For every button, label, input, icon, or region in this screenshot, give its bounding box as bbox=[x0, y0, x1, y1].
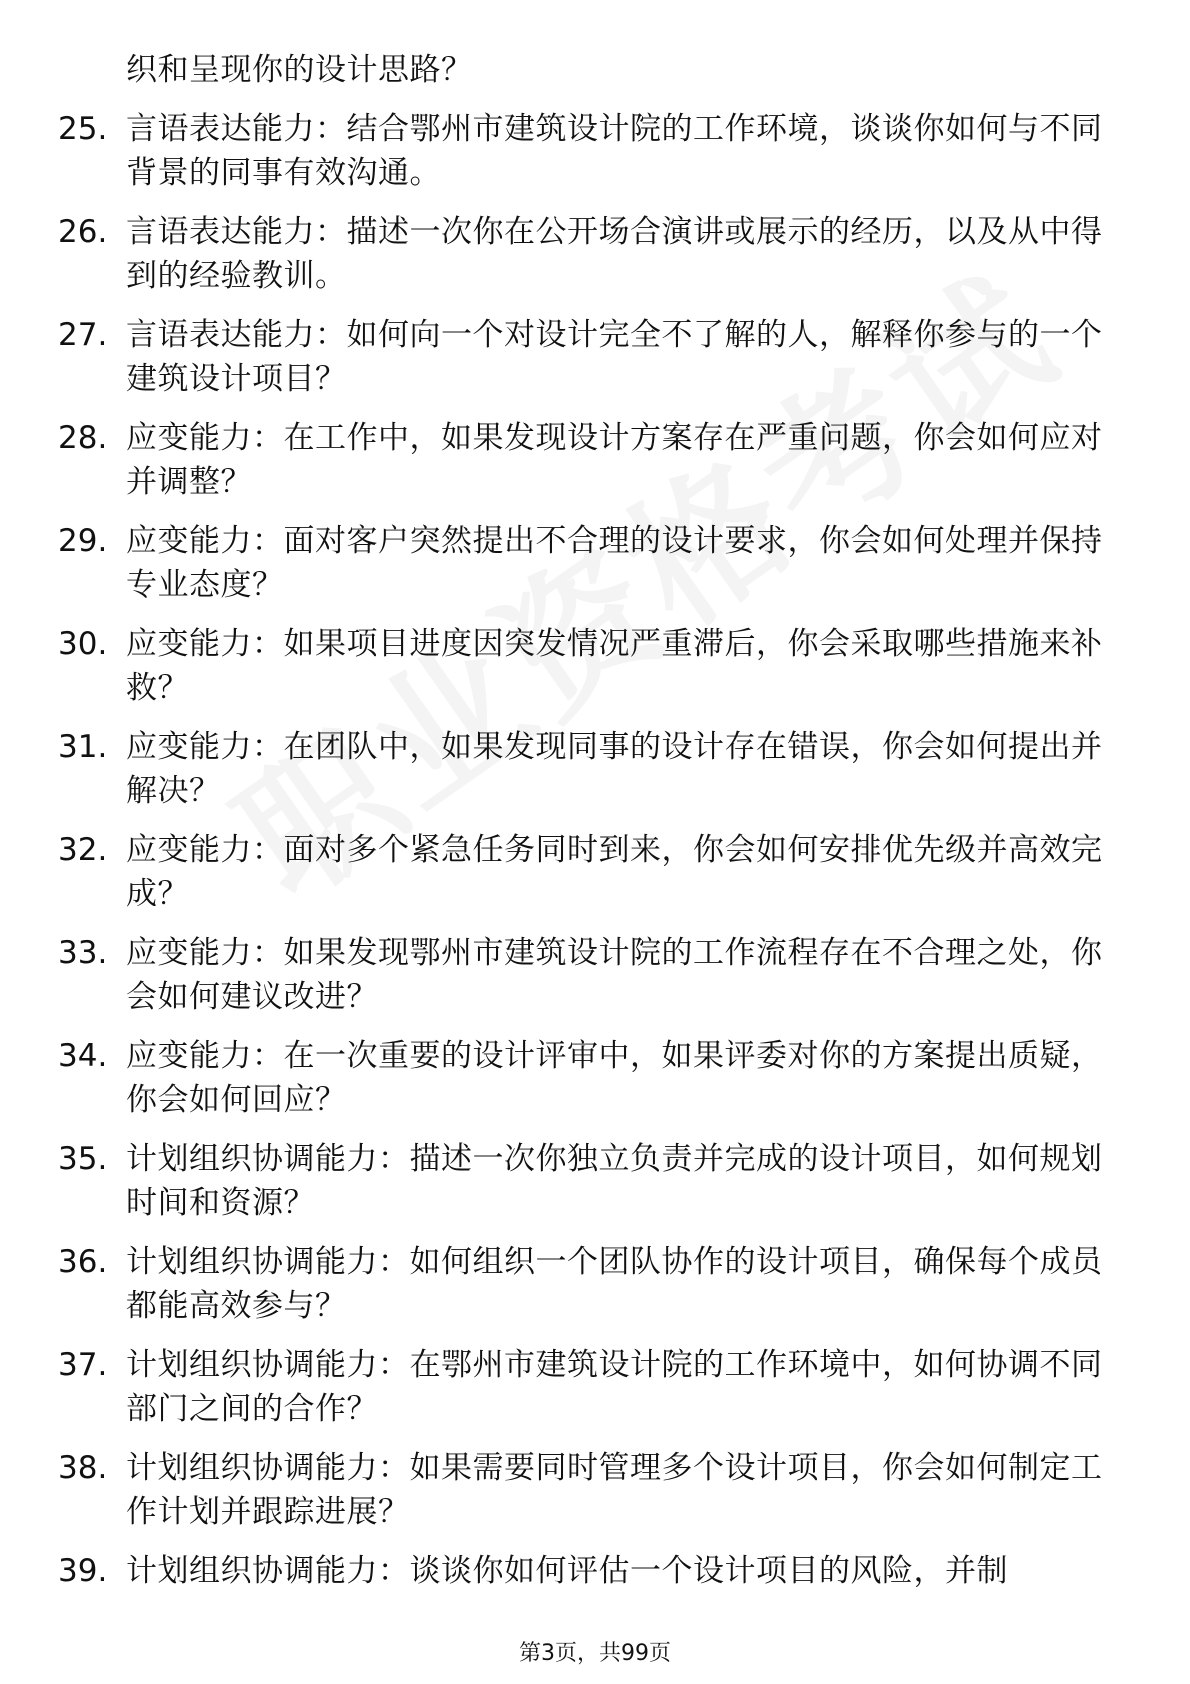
question-item bbox=[58, 313, 1118, 401]
question-item bbox=[58, 519, 1118, 607]
question-text: 应变能力：在工作中，如果发现设计方案存在严重问题，你会如何应对并调整？ bbox=[126, 420, 1103, 500]
question-text: 言语表达能力：结合鄂州市建筑设计院的工作环境，谈谈你如何与不同背景的同事有效沟通。 bbox=[126, 111, 1103, 191]
question-text: 计划组织协调能力：如果需要同时管理多个设计项目，你会如何制定工作计划并跟踪进展？ bbox=[126, 1450, 1103, 1530]
question-number: 39. bbox=[58, 1553, 108, 1589]
question-number: 31. bbox=[58, 729, 108, 765]
question-text: 应变能力：面对多个紧急任务同时到来，你会如何安排优先级并高效完成？ bbox=[126, 832, 1103, 912]
question-number: 34. bbox=[58, 1038, 108, 1074]
question-item bbox=[58, 107, 1118, 195]
question-text: 计划组织协调能力：谈谈你如何评估一个设计项目的风险，并制 bbox=[126, 1553, 1008, 1589]
question-number: 32. bbox=[58, 832, 108, 868]
question-item bbox=[58, 416, 1118, 504]
question-text: 应变能力：如果发现鄂州市建筑设计院的工作流程存在不合理之处，你会如何建议改进？ bbox=[126, 935, 1103, 1015]
question-number: 26. bbox=[58, 214, 108, 250]
question-item bbox=[58, 1240, 1118, 1328]
question-item bbox=[58, 725, 1118, 813]
question-number: 27. bbox=[58, 317, 108, 353]
question-number: 35. bbox=[58, 1141, 108, 1177]
question-item bbox=[58, 1343, 1118, 1431]
question-number: 33. bbox=[58, 935, 108, 971]
question-item bbox=[58, 1446, 1118, 1534]
question-item bbox=[58, 931, 1118, 1019]
question-item bbox=[58, 1137, 1118, 1225]
question-number: 37. bbox=[58, 1347, 108, 1383]
question-item bbox=[58, 828, 1118, 916]
question-text: 言语表达能力：描述一次你在公开场合演讲或展示的经历，以及从中得到的经验教训。 bbox=[126, 214, 1103, 294]
question-item bbox=[58, 1549, 1118, 1593]
question-number: 25. bbox=[58, 111, 108, 147]
question-item bbox=[58, 1034, 1118, 1122]
question-text: 言语表达能力：如何向一个对设计完全不了解的人，解释你参与的一个建筑设计项目？ bbox=[126, 317, 1103, 397]
question-text: 应变能力：在一次重要的设计评审中，如果评委对你的方案提出质疑，你会如何回应？ bbox=[126, 1038, 1103, 1118]
question-text: 计划组织协调能力：描述一次你独立负责并完成的设计项目，如何规划时间和资源？ bbox=[126, 1141, 1103, 1221]
question-list bbox=[58, 48, 1118, 1593]
question-number: 38. bbox=[58, 1450, 108, 1486]
question-text: 应变能力：面对客户突然提出不合理的设计要求，你会如何处理并保持专业态度？ bbox=[126, 523, 1103, 603]
question-text: 计划组织协调能力：在鄂州市建筑设计院的工作环境中，如何协调不同部门之间的合作？ bbox=[126, 1347, 1103, 1427]
page-footer: 第3页，共99页 bbox=[519, 1641, 671, 1666]
question-text: 计划组织协调能力：如何组织一个团队协作的设计项目，确保每个成员都能高效参与？ bbox=[126, 1244, 1103, 1324]
continued-text: 织和呈现你的设计思路？ bbox=[126, 52, 473, 88]
question-number: 28. bbox=[58, 420, 108, 456]
question-number: 36. bbox=[58, 1244, 108, 1280]
question-item bbox=[58, 210, 1118, 298]
question-number: 29. bbox=[58, 523, 108, 559]
question-item bbox=[58, 622, 1118, 710]
question-number: 30. bbox=[58, 626, 108, 662]
question-text: 应变能力：如果项目进度因突发情况严重滞后，你会采取哪些措施来补救？ bbox=[126, 626, 1103, 706]
question-text: 应变能力：在团队中，如果发现同事的设计存在错误，你会如何提出并解决？ bbox=[126, 729, 1103, 809]
